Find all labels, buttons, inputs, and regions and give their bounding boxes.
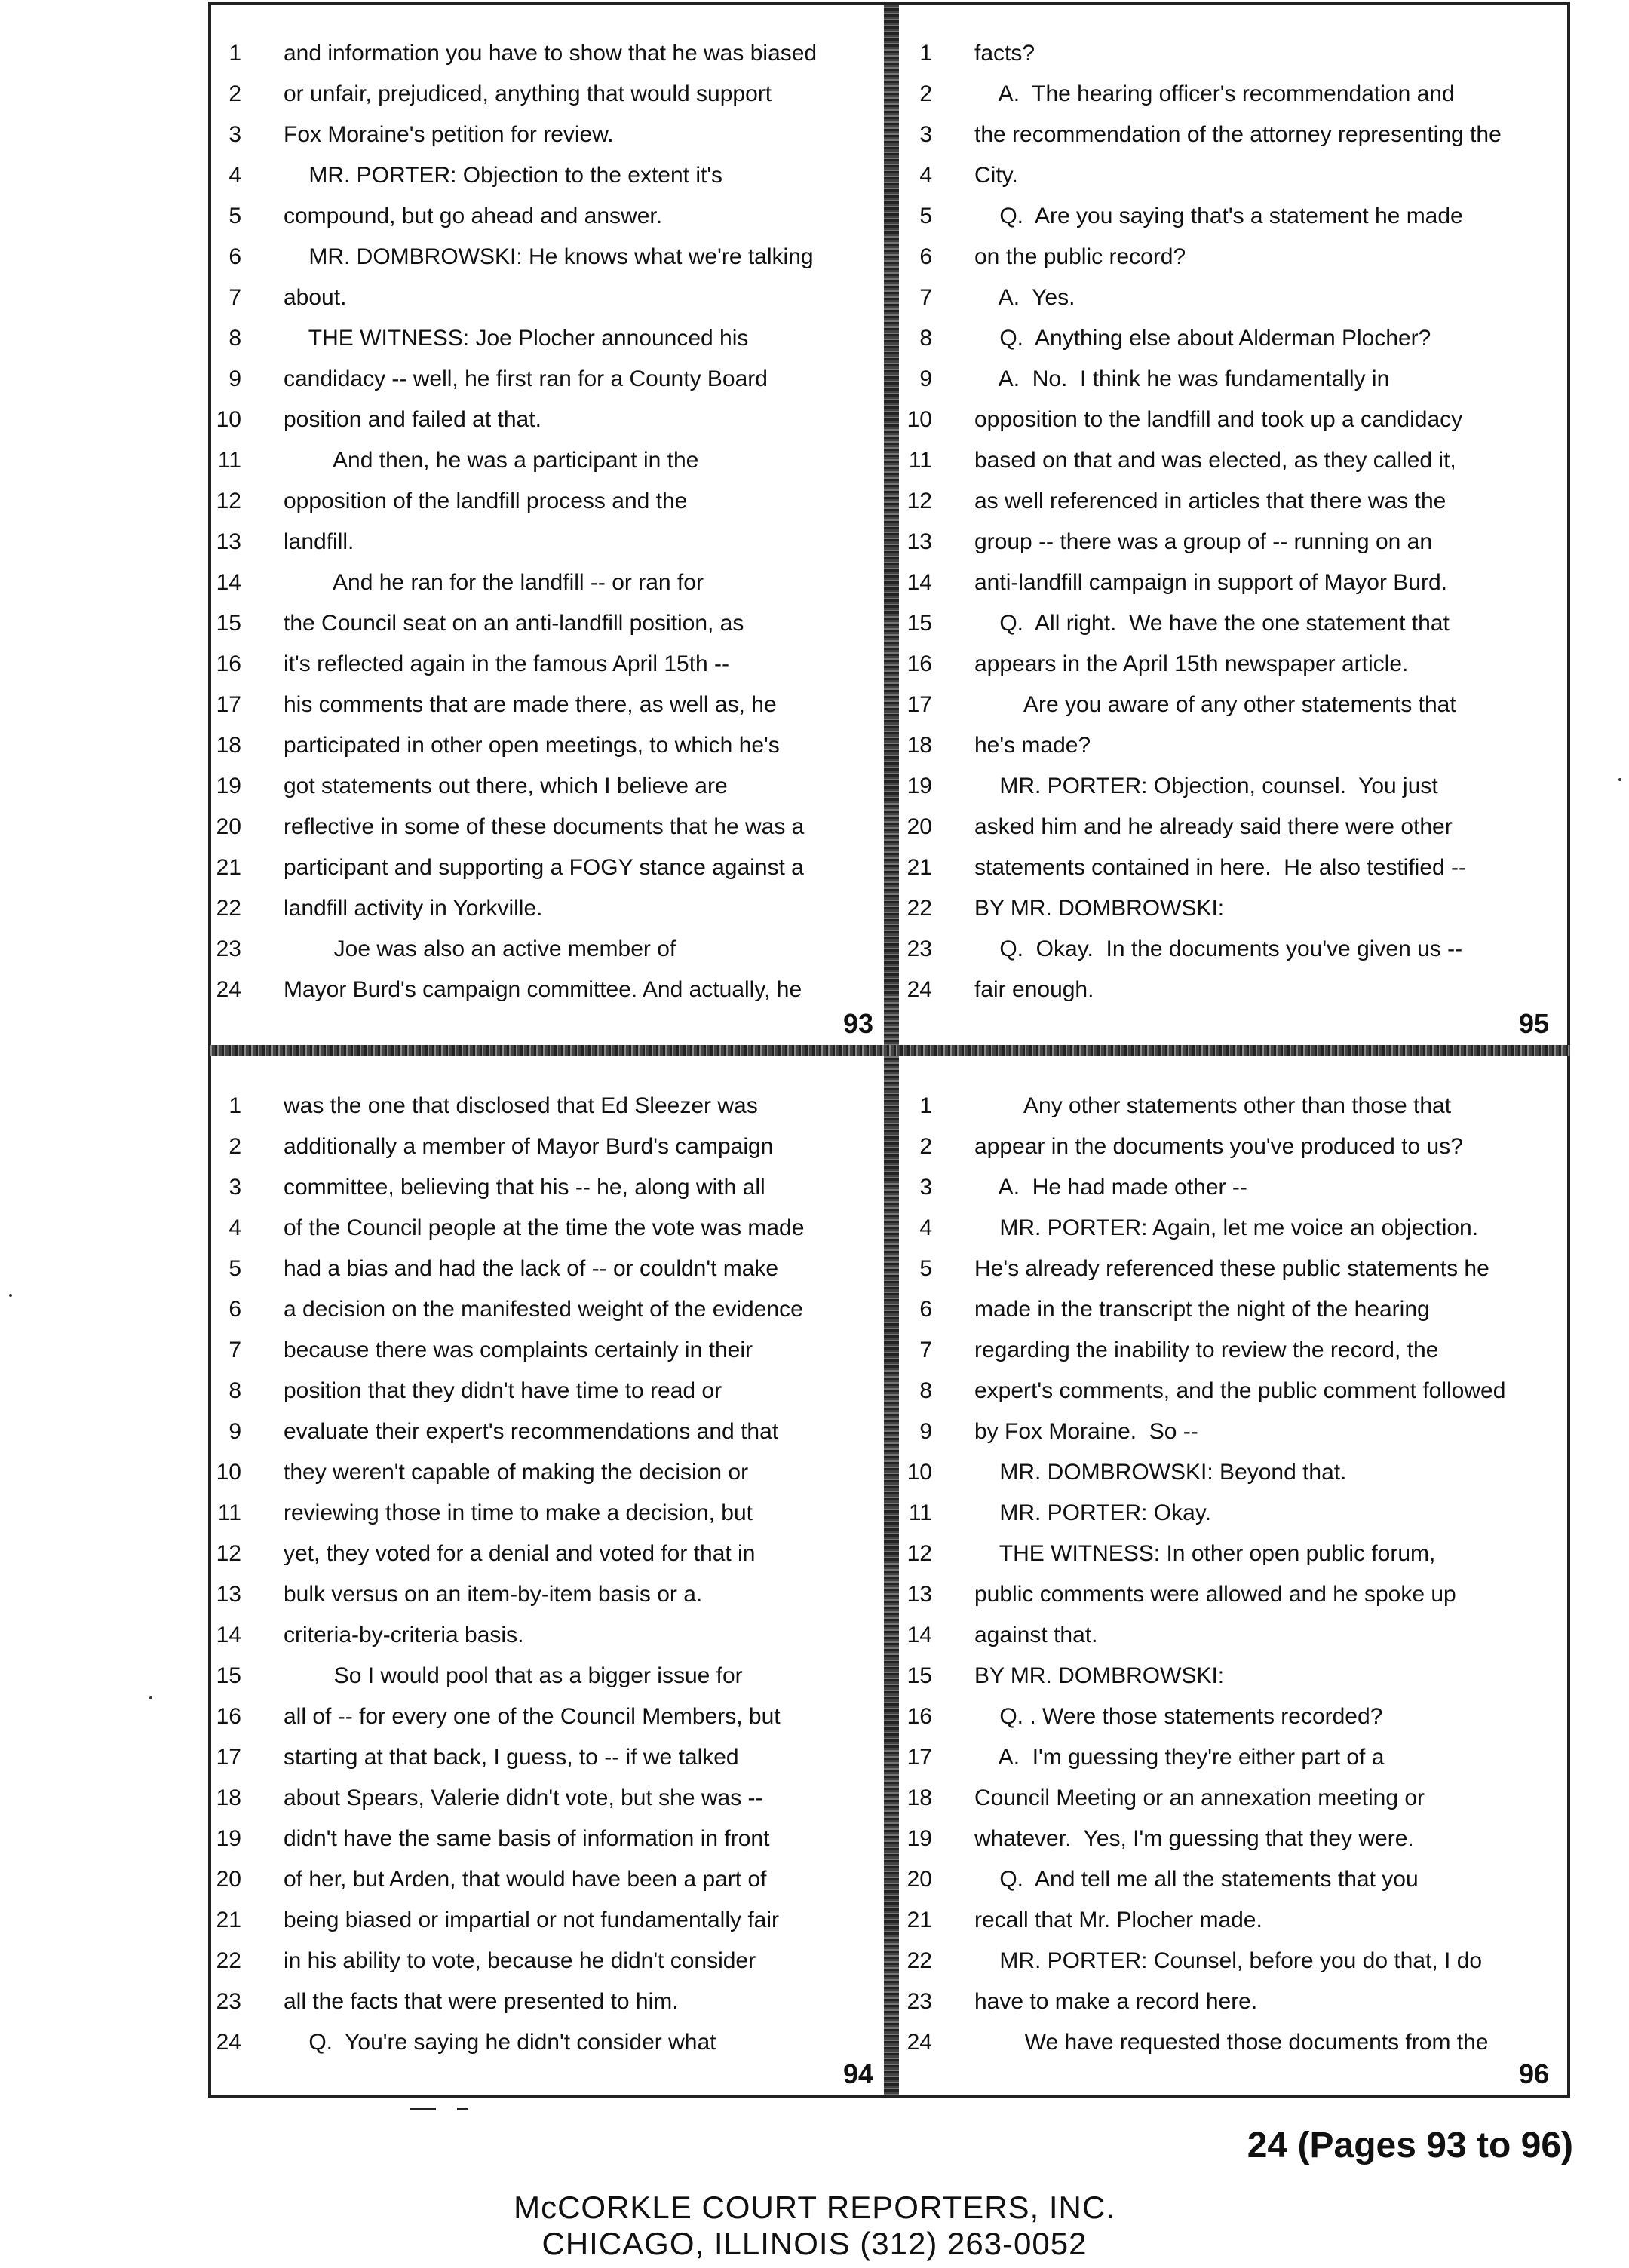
line-number: 12 <box>216 1541 241 1566</box>
line-number: 24 <box>907 977 932 1002</box>
line-number: 3 <box>919 122 932 147</box>
line-number: 4 <box>229 163 241 188</box>
line-number: 22 <box>907 1948 932 1973</box>
line-number: 22 <box>216 896 241 921</box>
line-number: 12 <box>907 489 932 513</box>
line-number: 11 <box>217 448 241 473</box>
line-text: committee, believing that his -- he, along with all <box>284 1175 765 1200</box>
line-number: 23 <box>216 1989 241 2014</box>
line-text: MR. DOMBROWSKI: Beyond that. <box>974 1460 1347 1485</box>
line-text: or unfair, prejudiced, anything that would support <box>284 81 772 106</box>
line-number: 8 <box>229 1378 241 1403</box>
line-text: expert's comments, and the public comment followed <box>974 1378 1506 1403</box>
line-text: all the facts that were presented to him. <box>284 1989 679 2014</box>
line-text: City. <box>974 163 1018 188</box>
line-text: He's already referenced these public statements he <box>974 1256 1489 1281</box>
line-text: MR. PORTER: Objection, counsel. You just <box>974 774 1438 798</box>
line-number: 2 <box>919 81 932 106</box>
line-text: THE WITNESS: In other open public forum, <box>974 1541 1436 1566</box>
line-number: 3 <box>229 122 241 147</box>
line-text: and information you have to show that he was biased <box>284 41 818 66</box>
line-text: a decision on the manifested weight of the evidence <box>284 1297 803 1322</box>
line-text: Joe was also an active member of <box>284 936 676 961</box>
line-number: 14 <box>216 1623 241 1647</box>
line-number: 3 <box>229 1175 241 1200</box>
line-text: being biased or impartial or not fundamentally fair <box>284 1908 780 1932</box>
line-text: the recommendation of the attorney representing the <box>974 122 1502 147</box>
line-number: 23 <box>216 936 241 961</box>
line-text: anti-landfill campaign in support of Mayor Burd. <box>974 570 1447 595</box>
line-text: the Council seat on an anti-landfill position, as <box>284 611 744 636</box>
pages-range-label: 24 (Pages 93 to 96) <box>1247 2125 1573 2165</box>
line-number: 24 <box>907 2030 932 2055</box>
transcript-page-93 <box>211 33 875 1044</box>
line-number: 23 <box>907 936 932 961</box>
line-text: on the public record? <box>974 244 1186 269</box>
company-name: McCORKLE COURT REPORTERS, INC. <box>514 2190 1115 2225</box>
page-number: 96 <box>1519 2058 1550 2089</box>
line-text: about. <box>284 285 347 310</box>
line-text: against that. <box>974 1623 1098 1647</box>
line-text: MR. PORTER: Okay. <box>974 1500 1211 1525</box>
line-number: 15 <box>216 611 241 636</box>
line-text: BY MR. DOMBROWSKI: <box>974 896 1225 921</box>
line-number: 5 <box>919 204 932 228</box>
transcript-page-95 <box>902 33 1566 1044</box>
line-number: 18 <box>907 733 932 758</box>
line-number: 21 <box>216 1908 241 1932</box>
line-text: his comments that are made there, as well as, he <box>284 692 777 717</box>
line-text: evaluate their expert's recommendations and that <box>284 1419 779 1444</box>
line-number: 24 <box>216 2030 241 2055</box>
line-number: 2 <box>229 81 241 106</box>
line-text: didn't have the same basis of information in front <box>284 1826 770 1851</box>
line-text: landfill. <box>284 529 354 554</box>
line-number: 1 <box>919 1093 932 1118</box>
line-text: whatever. Yes, I'm guessing that they were. <box>974 1826 1414 1851</box>
line-number: 6 <box>229 244 241 269</box>
line-text: Q. Anything else about Alderman Plocher? <box>974 326 1431 351</box>
line-text: appears in the April 15th newspaper article. <box>974 651 1409 676</box>
line-text: fair enough. <box>974 977 1094 1002</box>
line-number: 17 <box>216 1745 241 1770</box>
line-number: 12 <box>907 1541 932 1566</box>
line-number: 19 <box>907 774 932 798</box>
line-text: Q. Okay. In the documents you've given us -- <box>974 936 1463 961</box>
line-text: asked him and he already said there were other <box>974 814 1453 839</box>
line-text: criteria-by-criteria basis. <box>284 1623 524 1647</box>
line-text: based on that and was elected, as they called it, <box>974 448 1456 473</box>
line-text: by Fox Moraine. So -- <box>974 1419 1198 1444</box>
line-number: 16 <box>216 651 241 676</box>
company-location: CHICAGO, ILLINOIS (312) 263-0052 <box>541 2226 1088 2261</box>
line-number: 13 <box>216 1582 241 1607</box>
line-text: starting at that back, I guess, to -- if we talked <box>284 1745 739 1770</box>
line-number: 4 <box>229 1215 241 1240</box>
transcript-page-96 <box>902 1086 1566 2096</box>
line-text: additionally a member of Mayor Burd's campaign <box>284 1134 774 1159</box>
line-text: Any other statements other than those that <box>974 1093 1452 1118</box>
line-text: A. The hearing officer's recommendation and <box>974 81 1455 106</box>
line-text: compound, but go ahead and answer. <box>284 204 663 228</box>
line-number: 4 <box>919 163 932 188</box>
line-number: 23 <box>907 1989 932 2014</box>
bottom-dash <box>457 2108 468 2110</box>
line-number: 10 <box>216 407 241 432</box>
line-text: THE WITNESS: Joe Plocher announced his <box>284 326 749 351</box>
line-text: yet, they voted for a denial and voted for that in <box>284 1541 756 1566</box>
line-number: 1 <box>919 41 932 66</box>
line-text: participated in other open meetings, to which he's <box>284 733 780 758</box>
line-number: 22 <box>907 896 932 921</box>
line-text: group -- there was a group of -- running on an <box>974 529 1433 554</box>
line-number: 12 <box>216 489 241 513</box>
line-text: MR. PORTER: Objection to the extent it's <box>284 163 723 188</box>
line-number: 19 <box>216 1826 241 1851</box>
line-number: 10 <box>907 407 932 432</box>
margin-dot <box>9 1294 12 1297</box>
line-number: 6 <box>919 1297 932 1322</box>
margin-dot <box>149 1696 152 1699</box>
line-text: MR. DOMBROWSKI: He knows what we're talking <box>284 244 814 269</box>
line-text: as well referenced in articles that there was the <box>974 489 1446 513</box>
bottom-dash <box>410 2108 436 2110</box>
line-number: 2 <box>229 1134 241 1159</box>
line-number: 8 <box>229 326 241 351</box>
line-number: 20 <box>907 1867 932 1892</box>
line-number: 24 <box>216 977 241 1002</box>
line-text: landfill activity in Yorkville. <box>284 896 543 921</box>
line-text: A. I'm guessing they're either part of a <box>974 1745 1385 1770</box>
line-text: all of -- for every one of the Council Members, but <box>284 1704 781 1729</box>
line-text: Mayor Burd's campaign committee. And actually, he <box>284 977 802 1002</box>
line-text: have to make a record here. <box>974 1989 1258 2014</box>
line-number: 10 <box>216 1460 241 1485</box>
line-number: 7 <box>229 285 241 310</box>
line-number: 14 <box>907 1623 932 1647</box>
page-number: 93 <box>843 1008 874 1039</box>
line-number: 21 <box>216 855 241 880</box>
line-number: 11 <box>908 448 932 473</box>
line-number: 16 <box>216 1704 241 1729</box>
line-text: about Spears, Valerie didn't vote, but she was -- <box>284 1785 763 1810</box>
line-text: he's made? <box>974 733 1091 758</box>
line-number: 21 <box>907 1908 932 1932</box>
line-number: 15 <box>907 611 932 636</box>
line-number: 8 <box>919 326 932 351</box>
line-text: Fox Moraine's petition for review. <box>284 122 614 147</box>
line-text: participant and supporting a FOGY stance against a <box>284 855 804 880</box>
line-number: 14 <box>907 570 932 595</box>
line-number: 20 <box>216 814 241 839</box>
line-text: Q. You're saying he didn't consider what <box>284 2030 716 2055</box>
line-number: 11 <box>908 1500 932 1525</box>
line-number: 6 <box>229 1297 241 1322</box>
line-number: 6 <box>919 244 932 269</box>
line-number: 11 <box>217 1500 241 1525</box>
line-number: 10 <box>907 1460 932 1485</box>
line-text: So I would pool that as a bigger issue for <box>284 1663 743 1688</box>
line-text: opposition of the landfill process and the <box>284 489 688 513</box>
line-text: regarding the inability to review the record, the <box>974 1338 1439 1362</box>
line-text: A. No. I think he was fundamentally in <box>974 366 1390 391</box>
page-number: 94 <box>843 2058 874 2089</box>
line-number: 2 <box>919 1134 932 1159</box>
line-text: statements contained in here. He also testified -- <box>974 855 1467 880</box>
line-text: A. He had made other -- <box>974 1175 1247 1200</box>
line-text: Are you aware of any other statements that <box>974 692 1456 717</box>
line-text: in his ability to vote, because he didn't consider <box>284 1948 756 1973</box>
line-number: 20 <box>907 814 932 839</box>
line-number: 21 <box>907 855 932 880</box>
line-text: Q. All right. We have the one statement that <box>974 611 1450 636</box>
line-number: 13 <box>907 529 932 554</box>
line-text: reflective in some of these documents that he was a <box>284 814 805 839</box>
line-number: 9 <box>229 1419 241 1444</box>
line-text: facts? <box>974 41 1035 66</box>
line-number: 19 <box>216 774 241 798</box>
line-text: bulk versus on an item-by-item basis or a. <box>284 1582 703 1607</box>
line-text: A. Yes. <box>974 285 1075 310</box>
line-text: position and failed at that. <box>284 407 541 432</box>
line-number: 20 <box>216 1867 241 1892</box>
line-number: 7 <box>229 1338 241 1362</box>
margin-dot <box>1618 778 1621 781</box>
line-number: 22 <box>216 1948 241 1973</box>
line-number: 18 <box>907 1785 932 1810</box>
line-text: We have requested those documents from the <box>974 2030 1489 2055</box>
line-number: 1 <box>229 1093 241 1118</box>
line-text: because there was complaints certainly in their <box>284 1338 753 1362</box>
line-number: 19 <box>907 1826 932 1851</box>
line-text: position that they didn't have time to read or <box>284 1378 722 1403</box>
line-text: appear in the documents you've produced to us? <box>974 1134 1463 1159</box>
line-text: public comments were allowed and he spoke up <box>974 1582 1456 1607</box>
line-text: of the Council people at the time the vote was made <box>284 1215 805 1240</box>
line-text: got statements out there, which I believe are <box>284 774 728 798</box>
line-text: And then, he was a participant in the <box>284 448 699 473</box>
line-number: 16 <box>907 1704 932 1729</box>
line-text: Q. Are you saying that's a statement he made <box>974 204 1463 228</box>
line-number: 13 <box>216 529 241 554</box>
line-text: Q. . Were those statements recorded? <box>974 1704 1383 1729</box>
line-text: BY MR. DOMBROWSKI: <box>974 1663 1225 1688</box>
line-text: recall that Mr. Plocher made. <box>974 1908 1262 1932</box>
line-text: Q. And tell me all the statements that you <box>974 1867 1419 1892</box>
line-number: 18 <box>216 733 241 758</box>
line-text: of her, but Arden, that would have been a part of <box>284 1867 767 1892</box>
line-number: 15 <box>907 1663 932 1688</box>
line-text: it's reflected again in the famous April 15th -- <box>284 651 730 676</box>
line-number: 17 <box>216 692 241 717</box>
line-number: 13 <box>907 1582 932 1607</box>
horizontal-divider <box>208 1045 1570 1056</box>
page-number: 95 <box>1519 1008 1550 1039</box>
transcript-page-94 <box>211 1086 875 2096</box>
line-number: 4 <box>919 1215 932 1240</box>
line-number: 5 <box>229 204 241 228</box>
line-text: MR. PORTER: Again, let me voice an objection. <box>974 1215 1479 1240</box>
line-text: Council Meeting or an annexation meeting or <box>974 1785 1425 1810</box>
line-number: 3 <box>919 1175 932 1200</box>
line-number: 15 <box>216 1663 241 1688</box>
line-number: 9 <box>919 1419 932 1444</box>
line-text: candidacy -- well, he first ran for a County Board <box>284 366 768 391</box>
line-text: made in the transcript the night of the hearing <box>974 1297 1430 1322</box>
line-text: opposition to the landfill and took up a candidacy <box>974 407 1463 432</box>
line-text: they weren't capable of making the decision or <box>284 1460 749 1485</box>
line-number: 1 <box>229 41 241 66</box>
line-text: And he ran for the landfill -- or ran for <box>284 570 704 595</box>
line-text: MR. PORTER: Counsel, before you do that, I do <box>974 1948 1483 1973</box>
line-number: 14 <box>216 570 241 595</box>
line-text: had a bias and had the lack of -- or couldn't make <box>284 1256 779 1281</box>
line-number: 16 <box>907 651 932 676</box>
line-text: reviewing those in time to make a decision, but <box>284 1500 753 1525</box>
line-number: 17 <box>907 692 932 717</box>
line-number: 17 <box>907 1745 932 1770</box>
line-text: was the one that disclosed that Ed Sleezer was <box>284 1093 758 1118</box>
line-number: 7 <box>919 285 932 310</box>
line-number: 9 <box>919 366 932 391</box>
line-number: 8 <box>919 1378 932 1403</box>
line-number: 5 <box>919 1256 932 1281</box>
line-number: 7 <box>919 1338 932 1362</box>
line-number: 5 <box>229 1256 241 1281</box>
line-number: 9 <box>229 366 241 391</box>
line-number: 18 <box>216 1785 241 1810</box>
